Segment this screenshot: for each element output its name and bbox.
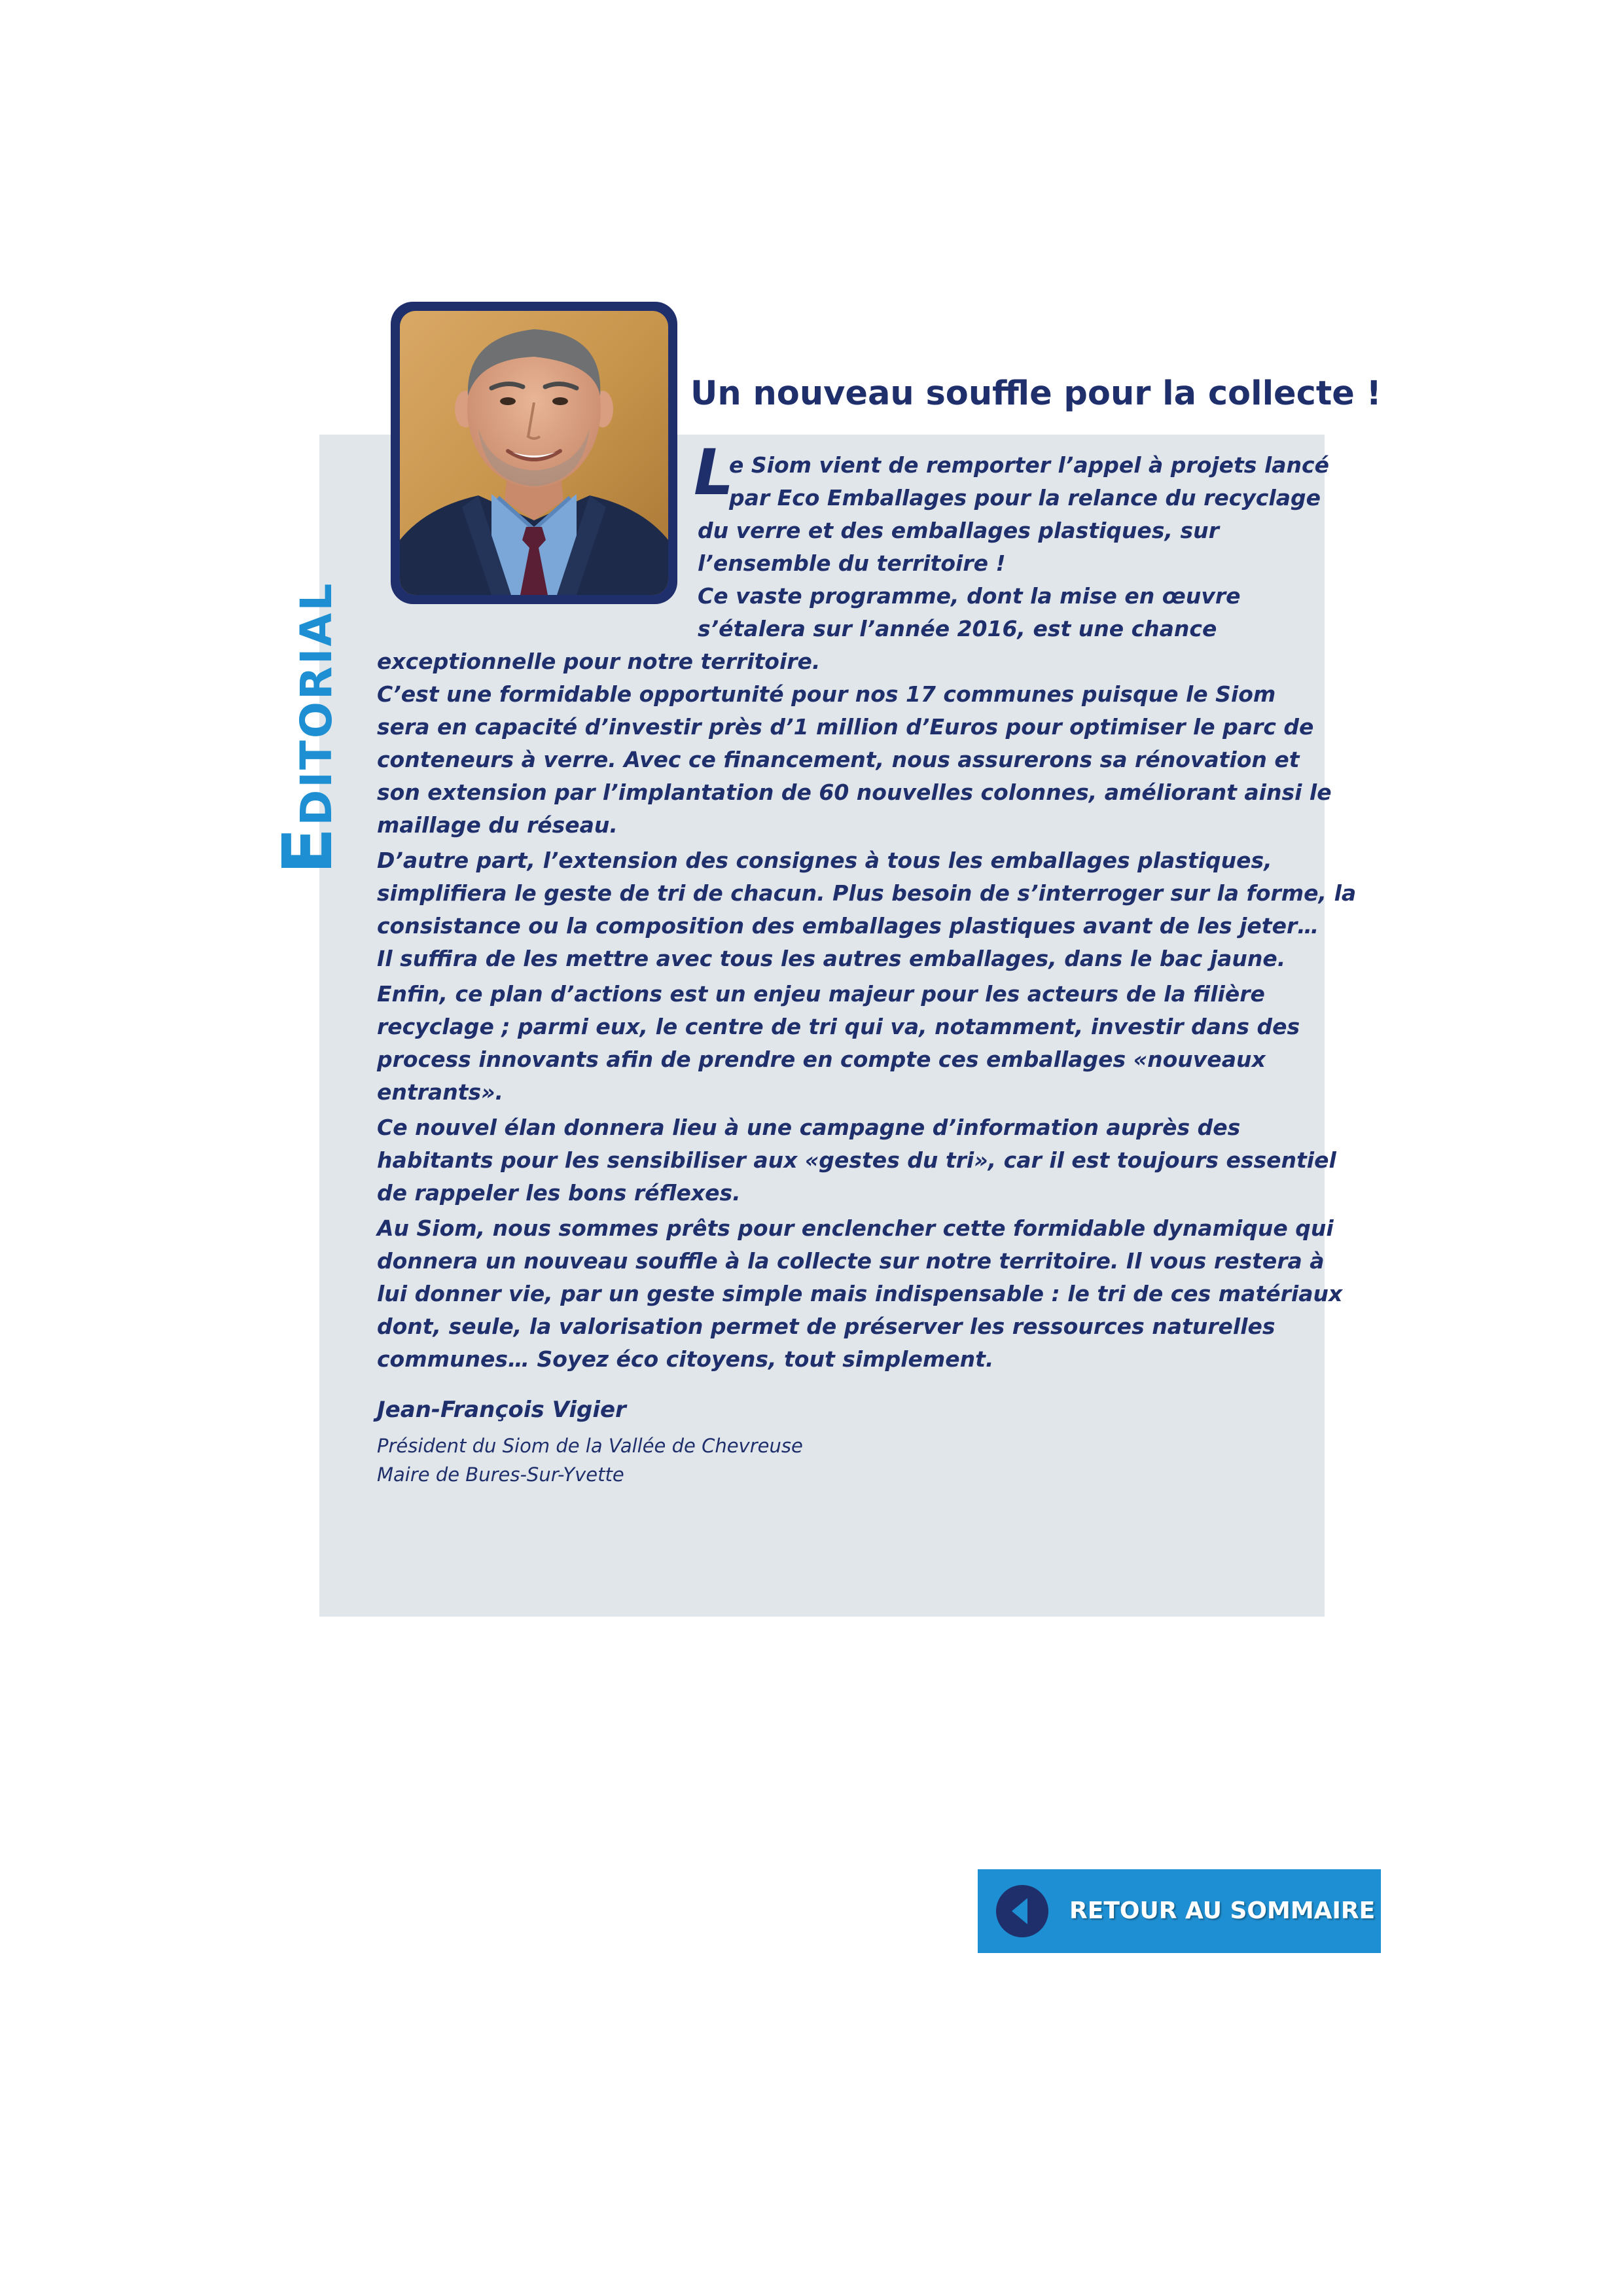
back-to-summary-label: RETOUR AU SOMMAIRE [1069, 1897, 1376, 1924]
article-line: habitants pour les sensibiliser aux «gestes du tri», car il est toujours essentiel [377, 1147, 1336, 1173]
article-line: sera en capacité d’investir près d’1 million d’Euros pour optimiser le parc de [377, 714, 1314, 740]
author-portrait [400, 311, 668, 595]
article-line: process innovants afin de prendre en compte ces emballages «nouveaux [377, 1047, 1266, 1072]
article-line: l’ensemble du territoire ! [698, 550, 1006, 576]
article-line: simplifiera le geste de tri de chacun. Plus besoin de s’interroger sur la forme, la [377, 880, 1357, 906]
article-dropcap: L [694, 436, 734, 509]
article-line: dont, seule, la valorisation permet de préserver les ressources naturelles [377, 1314, 1275, 1339]
article-headline: Un nouveau souffle pour la collecte ! [690, 374, 1382, 413]
section-title-vertical [268, 581, 348, 874]
back-to-summary-button[interactable] [978, 1869, 1381, 1953]
article-line: du verre et des emballages plastiques, sur [698, 518, 1219, 543]
article-line: communes… Soyez éco citoyens, tout simplement. [377, 1346, 994, 1372]
article-line: maillage du réseau. [377, 812, 618, 838]
article-line: entrants». [377, 1079, 504, 1105]
article-line: Ce nouvel élan donnera lieu à une campagne d’information auprès des [377, 1115, 1241, 1140]
article-line: s’étalera sur l’année 2016, est une chance [698, 616, 1217, 641]
section-title-initial: E [268, 825, 348, 874]
article-line: Il suffira de les mettre avec tous les autres emballages, dans le bac jaune. [377, 946, 1286, 971]
article-line: recyclage ; parmi eux, le centre de tri qui va, notamment, investir dans des [377, 1014, 1300, 1039]
section-title-rest: DITORIAL [291, 581, 342, 826]
article-line: par Eco Emballages pour la relance du recyclage [729, 485, 1321, 511]
author-portrait-frame [391, 302, 677, 604]
article-line: son extension par l’implantation de 60 nouvelles colonnes, améliorant ainsi le [377, 780, 1332, 805]
article-line: conteneurs à verre. Avec ce financement, nous assurerons sa rénovation et [377, 747, 1300, 772]
article-line: D’autre part, l’extension des consignes à tous les emballages plastiques, [377, 848, 1272, 873]
article-line: lui donner vie, par un geste simple mais indispensable : le tri de ces matériaux [377, 1281, 1343, 1306]
article-line: Ce vaste programme, dont la mise en œuvre [698, 583, 1241, 609]
article-line: donnera un nouveau souffle à la collecte sur notre territoire. Il vous restera à [377, 1248, 1325, 1274]
article-line: e Siom vient de remporter l’appel à projets lancé [729, 452, 1329, 478]
article-line: consistance ou la composition des emballages plastiques avant de les jeter… [377, 913, 1319, 939]
article-line: Enfin, ce plan d’actions est un enjeu majeur pour les acteurs de la filière [377, 981, 1265, 1007]
article-line: de rappeler les bons réflexes. [377, 1180, 741, 1206]
signature-role-1: Président du Siom de la Vallée de Chevreuse [377, 1435, 803, 1457]
article-line: C’est une formidable opportunité pour nos 17 communes puisque le Siom [377, 681, 1276, 707]
signature-role-2: Maire de Bures-Sur-Yvette [377, 1463, 624, 1486]
article-line: Au Siom, nous sommes prêts pour enclencher cette formidable dynamique qui [377, 1215, 1334, 1241]
article-line: exceptionnelle pour notre territoire. [377, 649, 821, 674]
chevron-left-icon [996, 1885, 1048, 1937]
signature-name: Jean-François Vigier [377, 1397, 626, 1423]
